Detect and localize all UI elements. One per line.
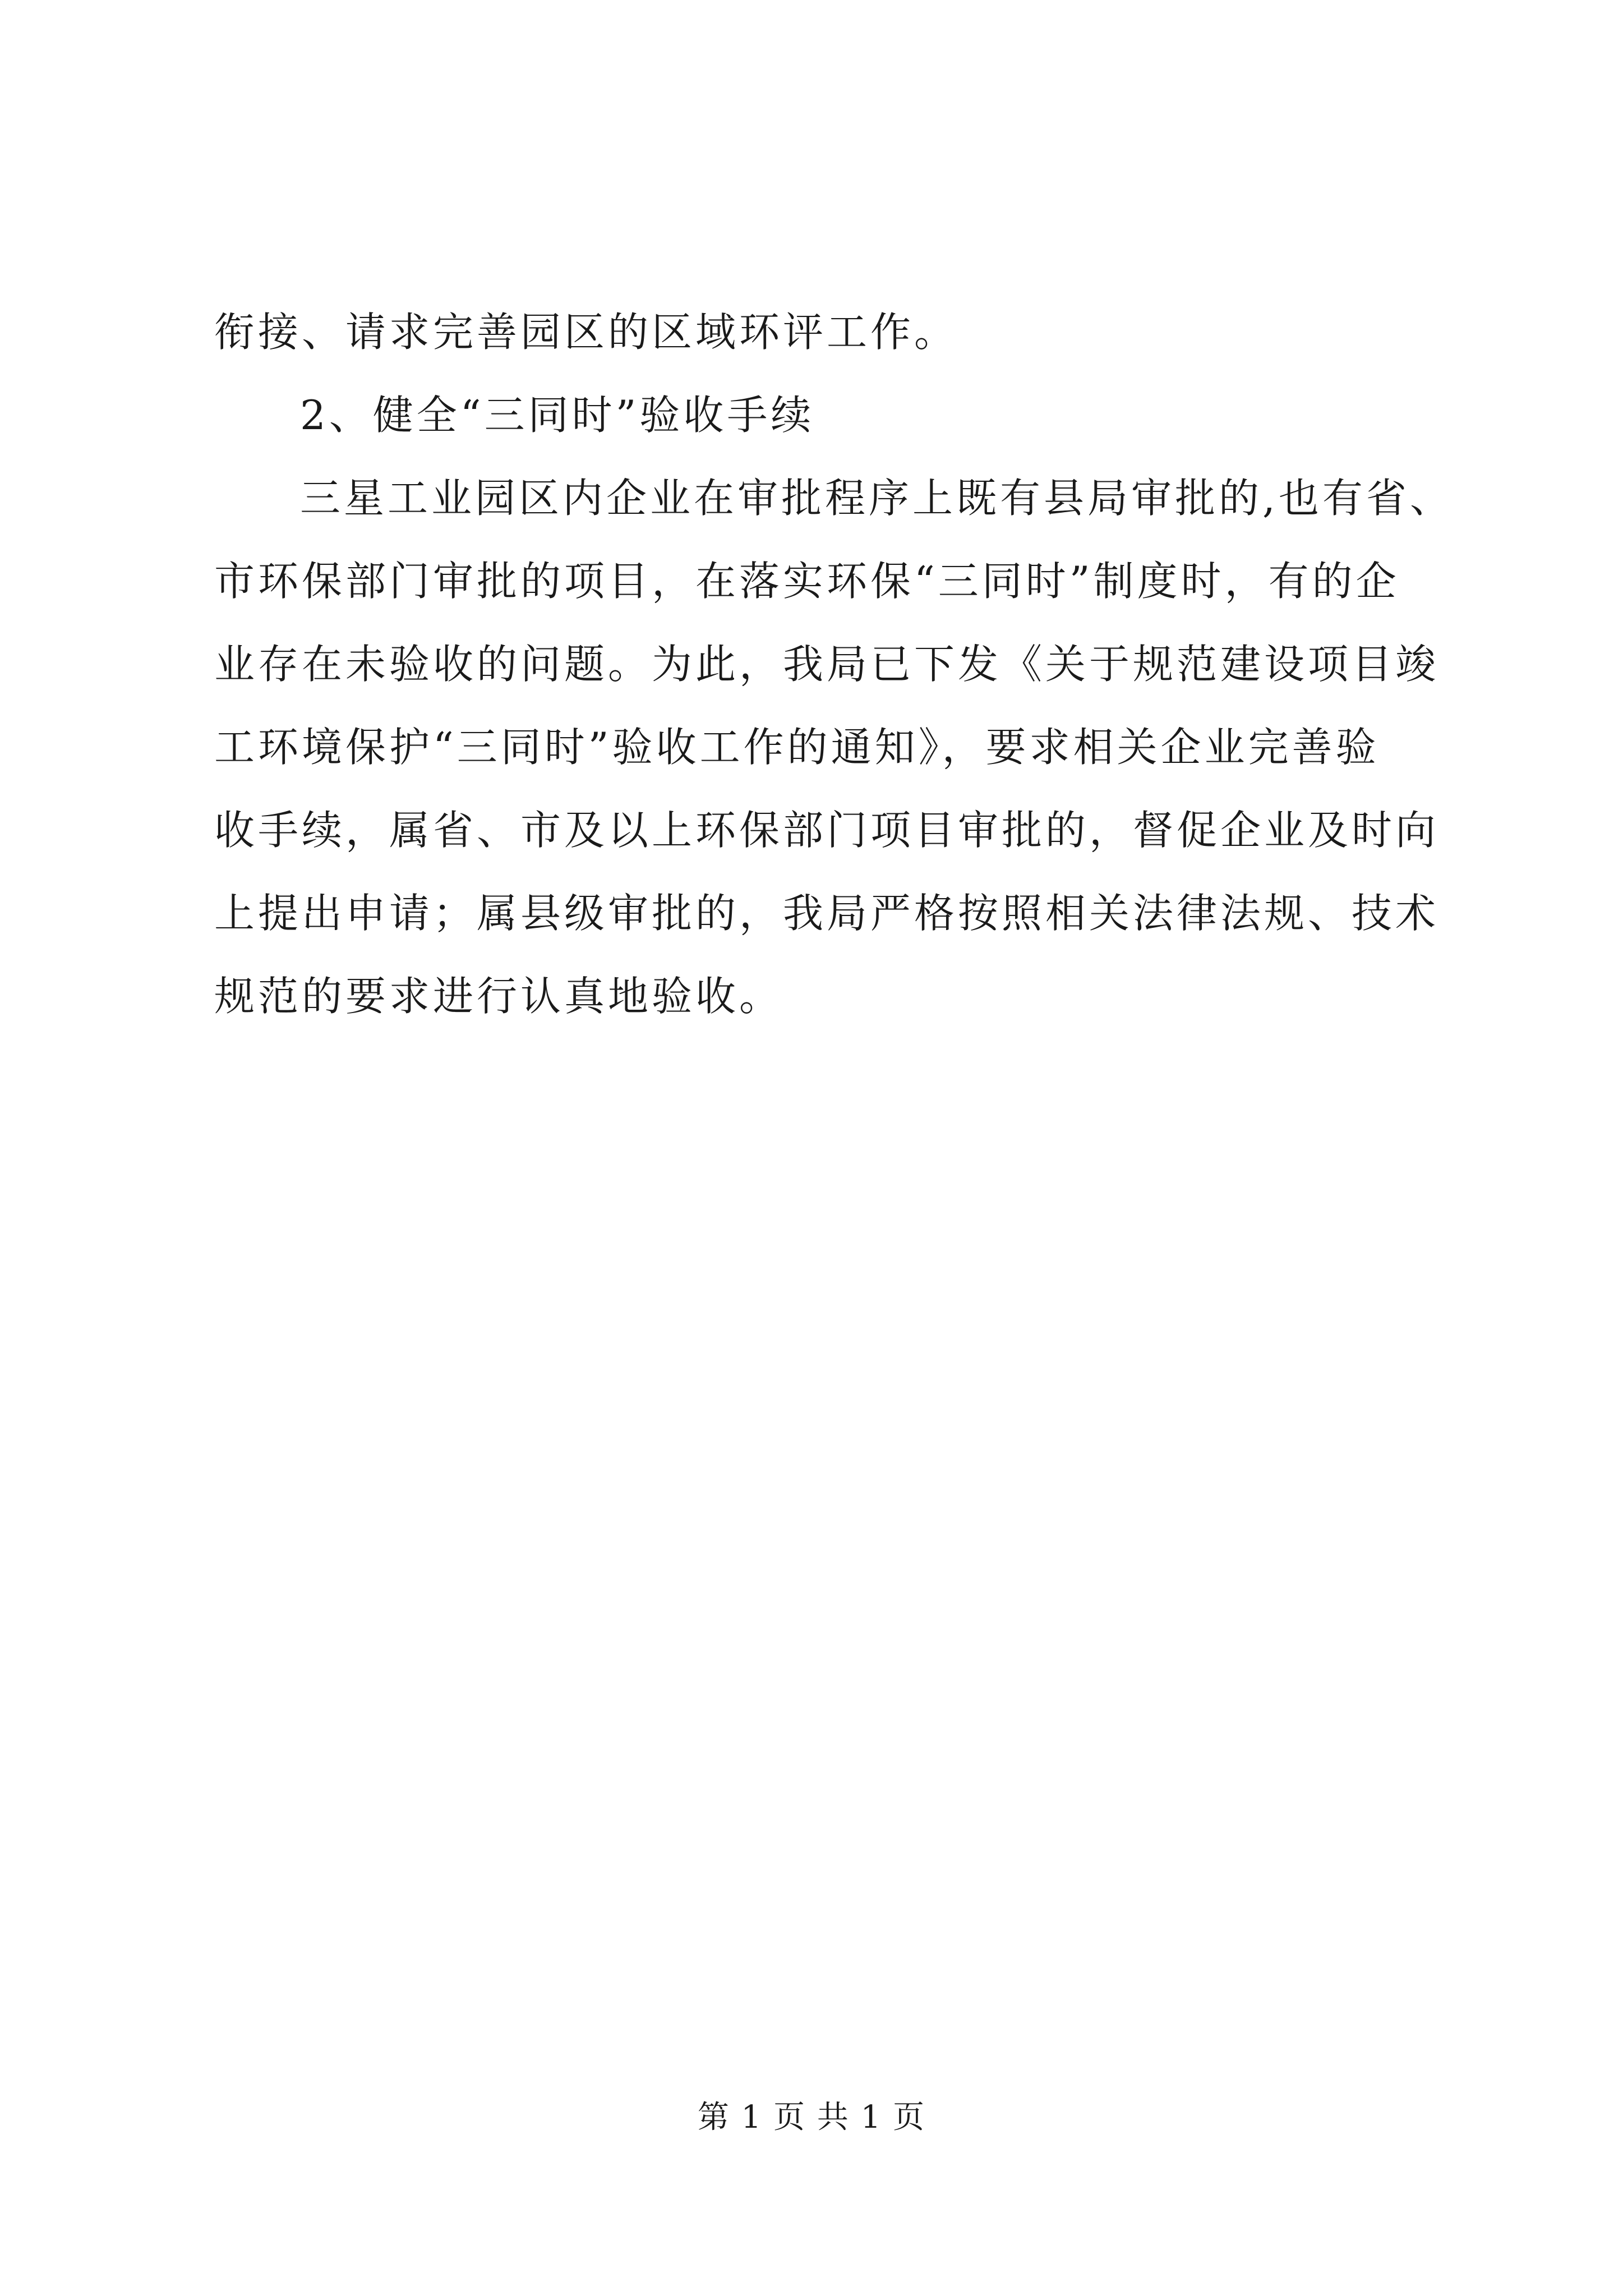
text-line: 收手续，属省、市及以上环保部门项目审批的，督促企业及时向 (214, 807, 1440, 854)
text-line: 业存在未验收的问题。为此，我局已下发《关于规范建设项目竣 (214, 641, 1440, 688)
text-line: 市环保部门审批的项目，在落实环保“三同时”制度时，有的企 (214, 558, 1400, 605)
text-line: 上提出申请；属县级审批的，我局严格按照相关法律法规、技术 (214, 890, 1440, 937)
text-line: 规范的要求进行认真地验收。 (214, 973, 783, 1020)
text-line: 工环境保护“三同时”验收工作的通知》，要求相关企业完善验 (214, 724, 1380, 771)
page-footer: 第 1 页 共 1 页 (697, 2099, 926, 2136)
section-heading: 2、健全“三同时”验收手续 (300, 392, 815, 439)
text-line: 衔接、请求完善园区的区域环评工作。 (214, 309, 958, 356)
text-line: 三星工业园区内企业在审批程序上既有县局审批的,也有省、 (300, 475, 1454, 522)
